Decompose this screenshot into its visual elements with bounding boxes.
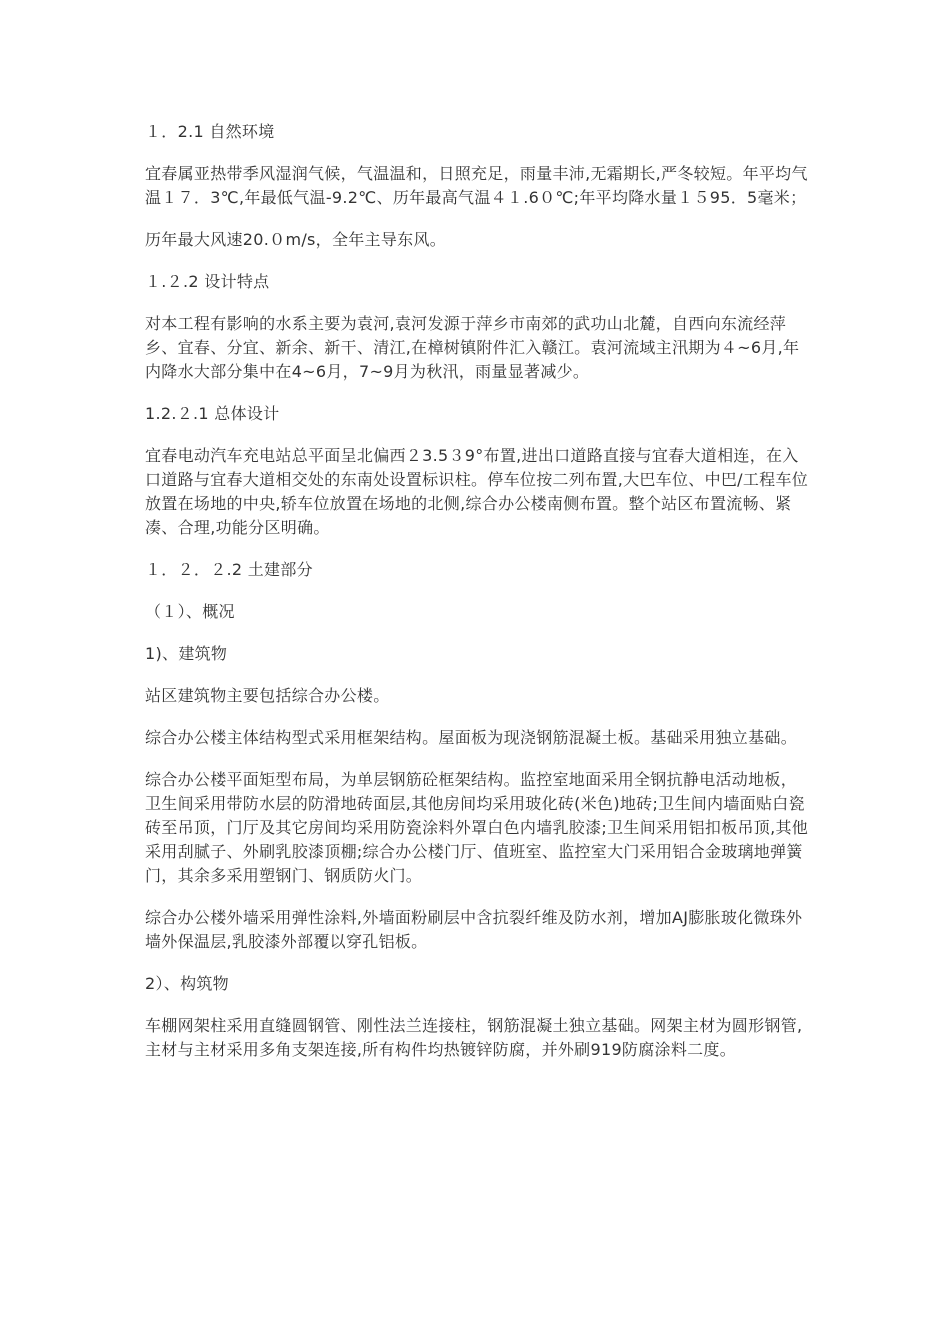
paragraph-climate: 宜春属亚热带季风湿润气候，气温温和，日照充足，雨量丰沛,无霜期长,严冬较短。年平均气温１７．3℃,年最低气温-9.2℃、历年最高气温４１.6０℃;年平均降水量１５95．5毫米；	[145, 164, 808, 207]
document-page	[145, 120, 810, 1080]
paragraph-structure: 综合办公楼主体结构型式采用框架结构。屋面板为现浇钢筋混凝土板。基础采用独立基础。	[145, 728, 798, 747]
paragraph-exterior-wall: 综合办公楼外墙采用弹性涂料,外墙面粉刷层中含抗裂纤维及防水剂，增加AJ膨胀玻化微珠外墙外保温层,乳胶漆外部覆以穿孔铝板。	[145, 908, 803, 951]
section-heading-overall-design: 1.2.２.1 总体设计	[145, 404, 280, 423]
paragraph-wind: 历年最大风速20.０m/s，全年主导东风。	[145, 230, 447, 249]
paragraph-site-layout: 宜春电动汽车充电站总平面呈北偏西２3.5３9°布置,进出口道路直接与宜春大道相连，在入口道路与宜春大道相交处的东南处设置标识柱。停车位按二列布置,大巴车位、中巴/工程车位放置在场地的中央,轿车位放置在场地的北侧,综合办公楼南侧布置。整个站区布置流畅、紧凑、合理,功能分区明确。	[145, 446, 809, 537]
paragraph-carport: 车棚网架柱采用直缝圆钢管、刚性法兰连接柱，钢筋混凝土独立基础。网架主材为圆形钢管,主材与主材采用多角支架连接,所有构件均热镀锌防腐，并外刷919防腐涂料二度。	[145, 1016, 803, 1059]
paragraph-buildings-summary: 站区建筑物主要包括综合办公楼。	[145, 686, 390, 705]
subheading-structures: 2）、构筑物	[145, 974, 229, 993]
paragraph-interior: 综合办公楼平面矩型布局，为单层钢筋砼框架结构。监控室地面采用全钢抗静电活动地板，卫生间采用带防水层的防滑地砖面层,其他房间均采用玻化砖(米色)地砖;卫生间内墙面贴白瓷砖至吊顶，门厅及其它房间均采用防瓷涂料外罩白色内墙乳胶漆;卫生间采用铝扣板吊顶,其他采用刮腻子、外刷乳胶漆顶棚;综合办公楼门厅、值班室、监控室大门采用铝合金玻璃地弹簧门，其余多采用塑钢门、钢质防火门。	[145, 770, 809, 885]
section-heading-design-features: １.２.2 设计特点	[145, 272, 270, 291]
subheading-buildings: 1)、建筑物	[145, 644, 228, 663]
subheading-overview: （１）、概况	[145, 602, 235, 621]
paragraph-water-system: 对本工程有影响的水系主要为袁河,袁河发源于萍乡市南郊的武功山北麓，自西向东流经萍乡、宜春、分宜、新余、新干、清江,在樟树镇附件汇入赣江。袁河流域主汛期为４~6月,年内降水大部分集中在4~6月，7~9月为秋汛，雨量显著减少。	[145, 314, 800, 381]
section-heading-natural-environment: １．2.1 自然环境	[145, 122, 275, 141]
section-heading-civil-works: １．２．２.2 土建部分	[145, 560, 313, 579]
